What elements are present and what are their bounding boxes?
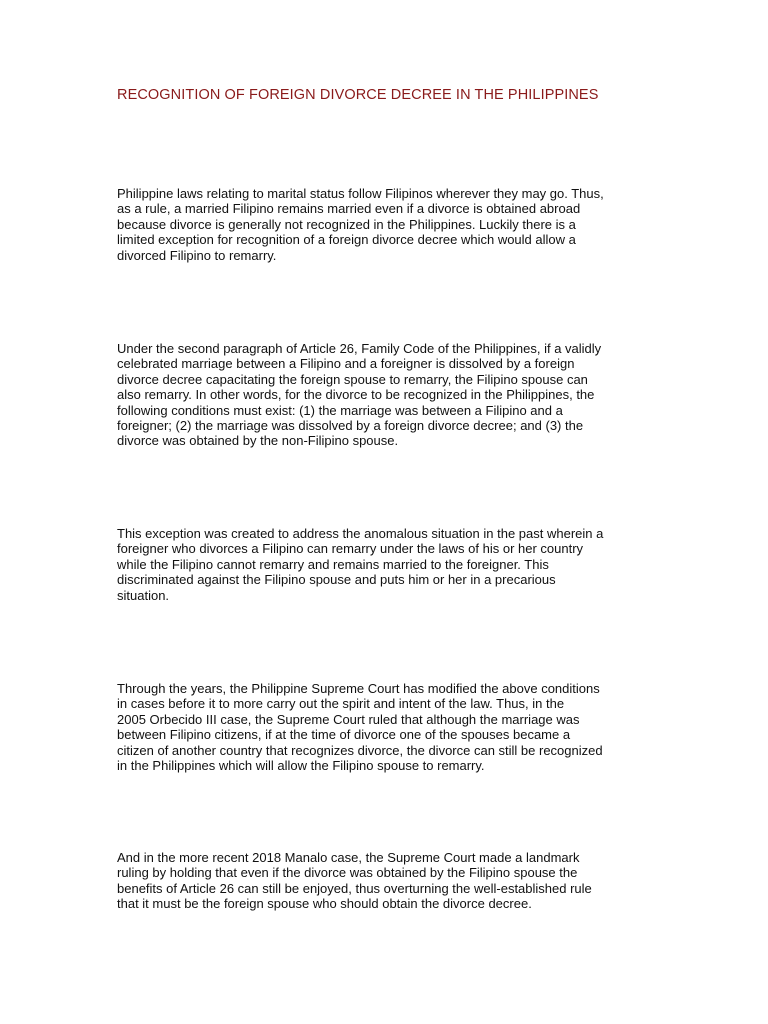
paragraph-line: following conditions must exist: (1) the marriage was between a Filipino and a bbox=[117, 402, 563, 418]
paragraph-intro bbox=[117, 186, 657, 263]
paragraph-line: that it must be the foreign spouse who should obtain the divorce decree. bbox=[117, 896, 532, 912]
paragraph-orbecido bbox=[117, 681, 657, 773]
paragraph-line: divorce decree capacitating the foreign spouse to remarry, the Filipino spouse can bbox=[117, 371, 588, 387]
paragraph-line: foreigner who divorces a Filipino can remarry under the laws of his or her country bbox=[117, 541, 584, 557]
paragraph-line: in cases before it to more carry out the spirit and intent of the law. Thus, in the bbox=[117, 696, 565, 712]
paragraph-line: in the Philippines which will allow the Filipino spouse to remarry. bbox=[117, 758, 485, 774]
paragraph-line: Through the years, the Philippine Supreme Court has modified the above conditions bbox=[117, 681, 600, 696]
paragraph-line: 2005 Orbecido III case, the Supreme Court ruled that although the marriage was bbox=[117, 711, 580, 727]
paragraph-line: And in the more recent 2018 Manalo case, the Supreme Court made a landmark bbox=[117, 850, 580, 865]
paragraph-line: because divorce is generally not recognized in the Philippines. Luckily there is a bbox=[117, 216, 576, 232]
paragraph-line: This exception was created to address the anomalous situation in the past wherein a bbox=[117, 526, 604, 541]
paragraph-line: divorced Filipino to remarry. bbox=[117, 247, 277, 263]
paragraph-line: celebrated marriage between a Filipino and a foreigner is dissolved by a foreign bbox=[117, 356, 575, 372]
paragraph-line: between Filipino citizens, if at the time of divorce one of the spouses became a bbox=[117, 727, 571, 743]
paragraph-line: as a rule, a married Filipino remains married even if a divorce is obtained abroad bbox=[117, 201, 581, 217]
paragraph-line: Philippine laws relating to marital status follow Filipinos wherever they may go. Thus, bbox=[117, 186, 604, 201]
paragraph-line: Under the second paragraph of Article 26, Family Code of the Philippines, if a validly bbox=[117, 341, 602, 356]
paragraph-line: limited exception for recognition of a foreign divorce decree which would allow a bbox=[117, 232, 576, 248]
paragraph-line: benefits of Article 26 can still be enjoyed, thus overturning the well-established rule bbox=[117, 880, 592, 896]
paragraph-line: also remarry. In other words, for the divorce to be recognized in the Philippines, the bbox=[117, 387, 595, 403]
paragraph-line: citizen of another country that recognizes divorce, the divorce can still be recognized bbox=[117, 742, 603, 758]
document-title: RECOGNITION OF FOREIGN DIVORCE DECREE IN THE PHILIPPINES bbox=[117, 87, 599, 103]
paragraph-line: discriminated against the Filipino spouse and puts him or her in a precarious bbox=[117, 572, 556, 588]
paragraph-exception bbox=[117, 526, 657, 603]
paragraph-line: foreigner; (2) the marriage was dissolved by a foreign divorce decree; and (3) the bbox=[117, 418, 584, 434]
paragraph-line: while the Filipino cannot remarry and remains married to the foreigner. This bbox=[117, 556, 549, 572]
paragraph-line: situation. bbox=[117, 587, 170, 603]
paragraph-line: divorce was obtained by the non-Filipino spouse. bbox=[117, 433, 399, 449]
paragraph-manalo bbox=[117, 850, 657, 912]
paragraph-line: ruling by holding that even if the divorce was obtained by the Filipino spouse the bbox=[117, 865, 578, 881]
paragraph-article-26 bbox=[117, 341, 657, 449]
